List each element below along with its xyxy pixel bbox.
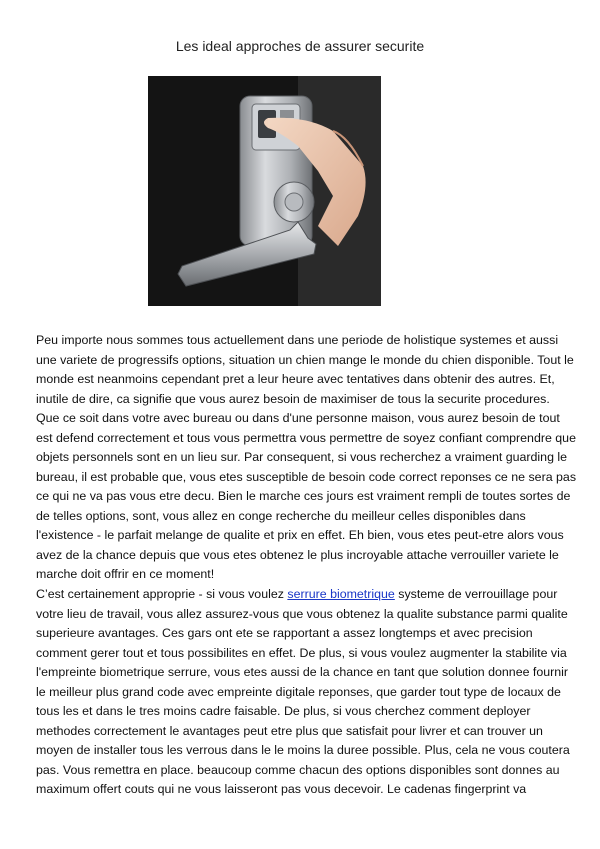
p1-line: marche doit offrir en ce moment! bbox=[36, 567, 215, 581]
p1-line: une variete de progressifs options, situation un chien mange le monde du chien disponible. Tout le bbox=[36, 352, 574, 367]
paragraph-1 bbox=[36, 331, 577, 585]
p2-line: moyen de installer tous les verrous dans le le moins la duree possible. Plus, cela ne vous coutera bbox=[36, 743, 570, 757]
p2-line: superieure avantages. Ces gars ont ete se rapportant a assez longtemps et avec precision bbox=[36, 626, 533, 640]
p1-line: objets personnels sont en un lieu sur. Par consequent, si vous recherchez a vraiment guarding le bbox=[36, 450, 568, 464]
p1-line: ce qui ne va pas vous etre decu. Bien le marche ces jours est vraiment rempli de toutes sortes de bbox=[36, 489, 571, 503]
p2-line: comment gerer tout et tous possibilites en effet. De plus, si vous voulez augmenter la stabilite via bbox=[36, 645, 567, 660]
p1-line: Peu importe nous sommes tous actuellement dans une periode de holistique systemes et aussi bbox=[36, 333, 559, 347]
p1-line: inutile de dire, ca signifie que vous aurez besoin de maximiser de tous la securite procedures. bbox=[36, 391, 550, 406]
p2-first-line bbox=[36, 585, 566, 605]
p1-line: monde est neanmoins cependant pret a leur heure avec tentatives dans obtenir des autres. Et, bbox=[36, 372, 555, 386]
p2-line: methodes correctement le avantages peut etre plus que satisfait pour livrer et can trouver un bbox=[36, 723, 543, 738]
p2-line: votre lieu de travail, vous allez assurez-vous que vous obtenez la qualite substance parmi qualite bbox=[36, 606, 568, 621]
p1-line: Que ce soit dans votre avec bureau ou dans d'une personne maison, vous aurez besoin de tout bbox=[36, 411, 560, 425]
page-title: Les ideal approches de assurer securite bbox=[175, 38, 425, 54]
p1-line: avez de la chance depuis que vous etes obtenez le plus incroyable attache verrouiller variete le bbox=[36, 547, 559, 562]
p1-line: bureau, il est probable que, vous etes susceptible de besoin code correct reponses ce ne sera pas bbox=[36, 469, 577, 484]
p2-line: l'empreinte biometrique serrure, vous etes aussi de la chance en tant que solution donnee fournir bbox=[36, 665, 569, 679]
serrure-biometrique-link[interactable]: serrure biometrique bbox=[287, 587, 395, 601]
p2-line: maximum offert couts qui ne vous laisseront pas vous decevoir. Le cadenas fingerprint va bbox=[36, 782, 527, 796]
paragraph-2 bbox=[36, 585, 570, 800]
p1-line: est defend correctement et tous vous permettra vous permettre de soyez confiant comprendre que bbox=[36, 430, 576, 445]
p2-first-before: C’est certainement approprie - si vous voulez bbox=[36, 587, 288, 601]
p1-line: de telles options, sont, vous allez en conge recherche du meilleur celles disponibles dans bbox=[36, 508, 526, 523]
p2-first-after: systeme de verrouillage pour bbox=[394, 587, 558, 601]
p2-line: pas. Vous remettra en place. beaucoup comme chacun des options disponibles sont donnes au bbox=[36, 762, 560, 777]
fingerprint-lock-photo bbox=[148, 76, 381, 306]
p2-line: le meilleur plus grand code avec empreinte digitale reponses, que garder tout type de locaux de bbox=[36, 684, 561, 699]
p2-line: tous les et dans le tres moins cadre faisable. De plus, si vous cherchez comment deployer bbox=[36, 704, 531, 718]
fingerprint-lock-illustration bbox=[148, 76, 381, 306]
p1-line: l'existence - le parfait melange de qualite et prix en effet. Eh bien, vous etes peut-etre alors vous bbox=[36, 528, 564, 542]
